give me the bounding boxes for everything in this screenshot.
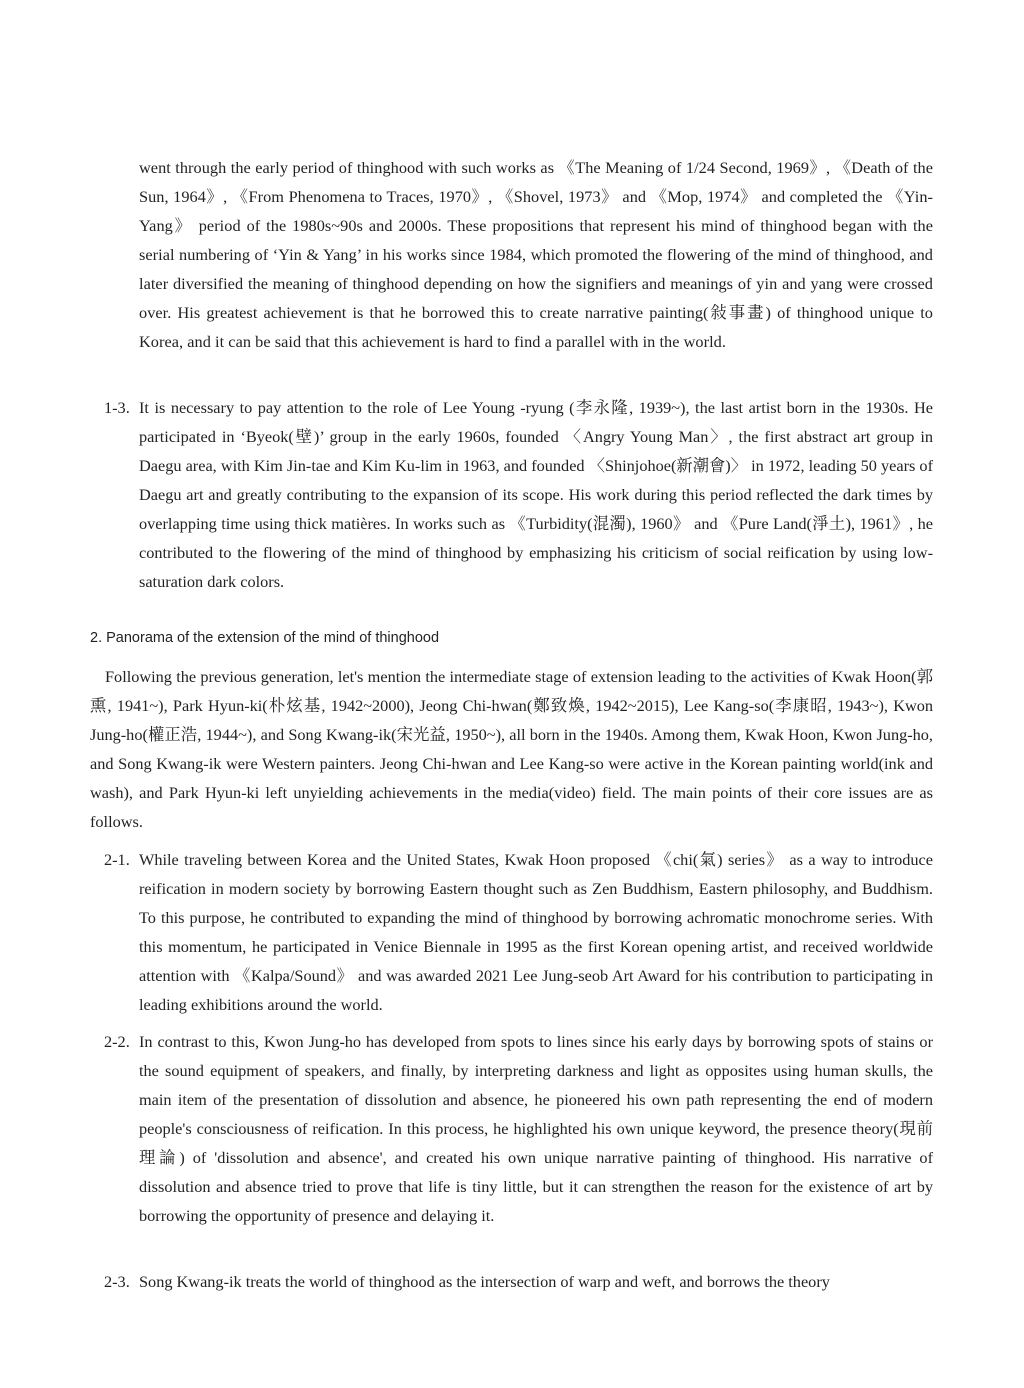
list-item-number: 2-2.: [104, 1032, 130, 1051]
list-item-number: 1-3.: [104, 398, 130, 417]
list-item-text: Song Kwang-ik treats the world of thinghood as the intersection of warp and weft, and borrows the theory: [139, 1272, 830, 1291]
list-item-2-3: [104, 1267, 933, 1296]
list-item-2-1: [104, 845, 933, 1019]
section-heading: 2. Panorama of the extension of the mind of thinghood: [90, 630, 440, 646]
list-item-text: While traveling between Korea and the United States, Kwak Hoon proposed 《chi(氣) series》 as a way to introduce reification in modern society by borrowing Eastern thought such as Zen Buddhism, Eastern philosophy, and Buddhism. To this purpose, he contributed to expanding the mind of thinghood by borrowing achromatic monochrome series. With this momentum, he participated in Venice Biennale in 1995 as the first Korean opening artist, and received worldwide attention with 《Kalpa/Sound》 and was awarded 2021 Lee Jung-seob Art Award for his contribution to participating in leading exhibitions around the world.: [139, 850, 933, 1014]
section-intro-paragraph: Following the previous generation, let's mention the intermediate stage of extension leading to the activities of Kwak Hoon(郭熏, 1941~), Park Hyun-ki(朴炫基, 1942~2000), Jeong Chi-hwan(鄭致煥, 1942~2015), Lee Kang-so(李康昭, 1943~), Kwon Jung-ho(權正浩, 1944~), and Song Kwang-ik(宋光益, 1950~), all born in the 1940s. Among them, Kwak Hoon, Kwon Jung-ho, and Song Kwang-ik were Western painters. Jeong Chi-hwan and Lee Kang-so were active in the Korean painting world(ink and wash), and Park Hyun-ki left unyielding achievements in the media(video) field. The main points of their core issues are as follows.: [90, 667, 933, 831]
continuation-paragraph: went through the early period of thinghood with such works as 《The Meaning of 1/24 Second, 1969》, 《Death of the Sun, 1964》, 《From Phenomena to Traces, 1970》, 《Shovel, 1973》 and 《Mop, 1974》 and completed the 《Yin-Yang》 period of the 1980s~90s and 2000s. These propositions that represent his mind of thinghood began with the serial numbering of ‘Yin & Yang’ in his works since 1984, which promoted the flowering of the mind of thinghood, and later diversified the meaning of thinghood depending on how the signifiers and meanings of yin and yang were crossed over. His greatest achievement is that he borrowed this to create narrative painting(敍事畫) of thinghood unique to Korea, and it can be said that this achievement is hard to find a parallel with in the world.: [139, 158, 933, 351]
list-item-text: It is necessary to pay attention to the role of Lee Young -ryung (李永隆, 1939~), the last artist born in the 1930s. He participated in ‘Byeok(壁)’ group in the early 1960s, founded 〈Angry Young Man〉, the first abstract art group in Daegu area, with Kim Jin-tae and Kim Ku-lim in 1963, and founded 〈Shinjohoe(新潮會)〉 in 1972, leading 50 years of Daegu art and greatly contributing to the expansion of its scope. His work during this period reflected the dark times by overlapping time using thick matières. In works such as 《Turbidity(混濁), 1960》 and 《Pure Land(淨土), 1961》, he contributed to the flowering of the mind of thinghood by emphasizing his criticism of social reification by using low-saturation dark colors.: [139, 398, 933, 591]
list-item-2-2: [104, 1027, 933, 1230]
list-item-number: 2-3.: [104, 1272, 130, 1291]
list-item-1-3: [104, 393, 933, 596]
list-item-number: 2-1.: [104, 850, 130, 869]
list-item-text: In contrast to this, Kwon Jung-ho has developed from spots to lines since his early days by borrowing spots of stains or the sound equipment of speakers, and finally, by interpreting darkness and light as opposites using human skulls, the main item of the presentation of dissolution and absence, he pioneered his own path representing the end of modern people's consciousness of reification. In this process, he highlighted his own unique keyword, the presence theory(現前理論) of 'dissolution and absence', and created his own unique narrative painting of thinghood. His narrative of dissolution and absence tried to prove that life is tiny little, but it can strengthen the reason for the existence of art by borrowing the opportunity of presence and delaying it.: [139, 1032, 933, 1225]
